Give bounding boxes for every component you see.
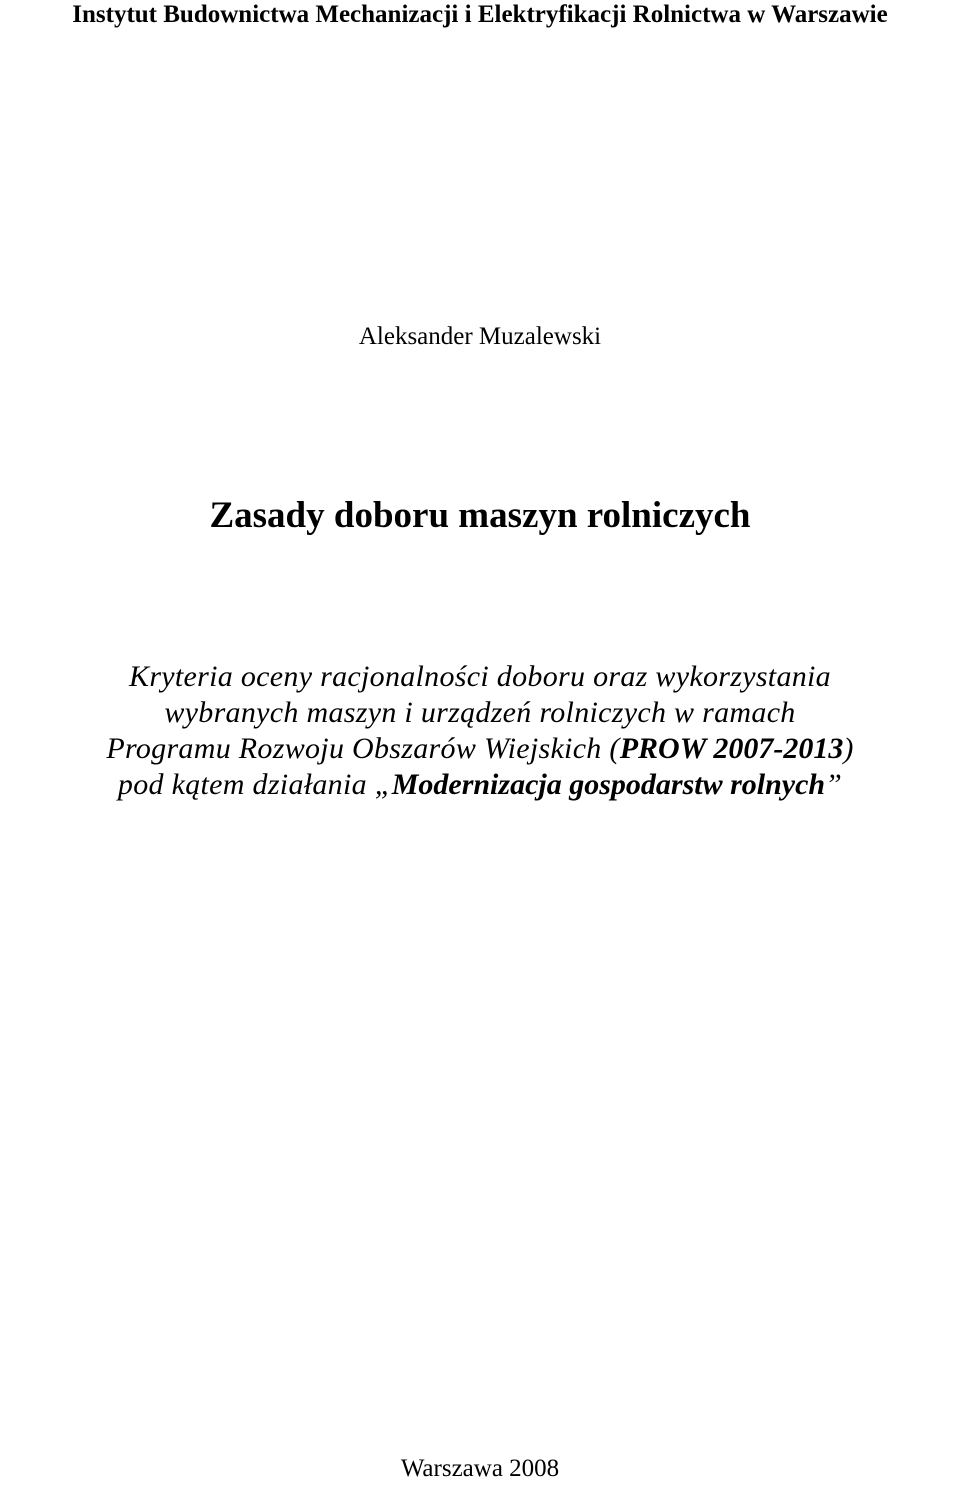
subtitle-line-3-suffix: ): [843, 732, 854, 765]
subtitle-line-4-suffix: ”: [825, 768, 843, 801]
subtitle-line-1: Kryteria oceny racjonalności doboru oraz wykorzystania: [129, 660, 831, 693]
place-and-year: Warszawa 2008: [400, 1455, 560, 1482]
subtitle-line-3-prefix: Programu Rozwoju Obszarów Wiejskich (: [106, 732, 620, 765]
measure-name: Modernizacja gospodarstw rolnych: [391, 768, 826, 801]
document-title: Zasady doboru maszyn rolniczych: [209, 495, 751, 536]
document-subtitle: [0, 659, 960, 803]
subtitle-line-2: wybranych maszyn i urządzeń rolniczych w ramach: [164, 696, 796, 729]
subtitle-line-4: [0, 767, 960, 803]
institute-name: Instytut Budownictwa Mechanizacji i Elektryfikacji Rolnictwa w Warszawie: [72, 1, 888, 28]
program-name: PROW 2007-2013: [619, 732, 844, 765]
subtitle-line-3: [0, 731, 960, 767]
subtitle-line-4-prefix: pod kątem działania „: [117, 768, 392, 801]
author-name: Aleksander Muzalewski: [358, 323, 602, 350]
